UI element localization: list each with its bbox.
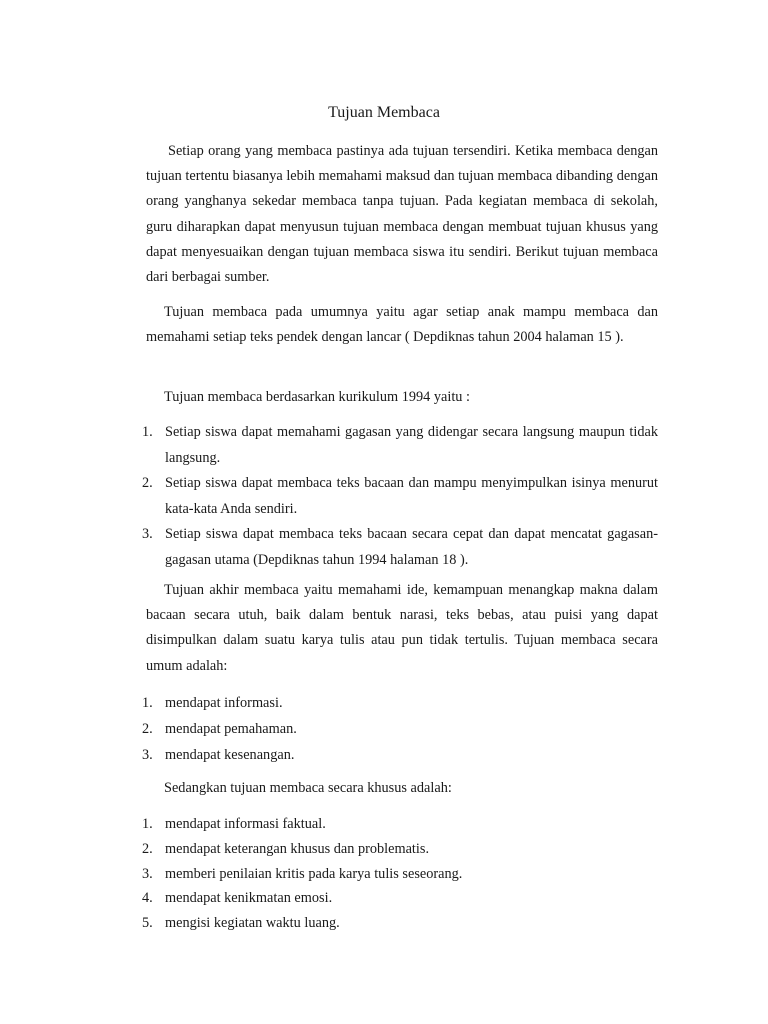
list-item-text: Setiap siswa dapat membaca teks bacaan secara cepat dan dapat mencatat gagasan-gagasan utama (Depdiknas tahun 1994 halaman 18 ). — [165, 526, 658, 568]
list-item-number: 2. — [142, 840, 153, 857]
list-item-text: Setiap siswa dapat membaca teks bacaan dan mampu menyimpulkan isinya menurut kata-kata Anda sendiri. — [165, 475, 658, 517]
list-item — [142, 812, 658, 837]
list-item-number: 2. — [142, 475, 153, 491]
list-item — [142, 420, 658, 471]
list-item-text: mendapat informasi. — [165, 695, 283, 711]
paragraph-intro: Setiap orang yang membaca pastinya ada tujuan tersendiri. Ketika membaca dengan tujuan tertentu biasanya lebih memahami maksud dan tujuan membaca dibanding dengan orang yanghanya sekedar membaca tanpa tujuan. Pada kegiatan membaca di sekolah, guru diharapkan dapat menyusun tujuan membaca dengan membuat tujuan khusus yang dapat menyesuaikan dengan tujuan membaca siswa itu sendiri. Berikut tujuan membaca dari berbagai sumber. — [146, 143, 658, 286]
paragraph-kurikulum-intro: Tujuan membaca berdasarkan kurikulum 1994 yaitu : — [164, 389, 470, 405]
list-item-number: 1. — [142, 695, 153, 711]
list-item-number: 2. — [142, 721, 153, 737]
paragraph-tujuan-khusus-intro: Sedangkan tujuan membaca secara khusus adalah: — [164, 780, 452, 796]
list-item-text: mendapat kenikmatan emosi. — [165, 890, 333, 907]
list-item — [142, 742, 658, 768]
list-kurikulum — [142, 420, 658, 573]
list-item-text: mendapat pemahaman. — [165, 721, 297, 737]
document-title: Tujuan Membaca — [328, 104, 440, 121]
list-item-number: 3. — [142, 865, 153, 882]
list-item — [142, 522, 658, 573]
paragraph-tujuan-umum: Tujuan membaca pada umumnya yaitu agar setiap anak mampu membaca dan memahami setiap teks pendek dengan lancar ( Depdiknas tahun 2004 halaman 15 ). — [146, 304, 658, 346]
list-item — [142, 886, 658, 911]
list-item-text: mendapat informasi faktual. — [165, 816, 326, 832]
list-item-number: 5. — [142, 915, 153, 932]
list-item-number: 3. — [142, 747, 153, 763]
list-item-text: Setiap siswa dapat memahami gagasan yang didengar secara langsung maupun tidak langsung. — [165, 424, 658, 466]
list-item-text: mengisi kegiatan waktu luang. — [165, 915, 340, 932]
list-item — [142, 837, 658, 862]
list-tujuan-khusus — [142, 812, 658, 936]
list-item — [142, 862, 658, 887]
list-item-text: memberi penilaian kritis pada karya tulis seseorang. — [165, 865, 463, 882]
list-item-number: 1. — [142, 816, 153, 832]
list-item — [142, 716, 658, 742]
list-item — [142, 690, 658, 716]
list-item-text: mendapat keterangan khusus dan problematis. — [165, 840, 430, 857]
paragraph-tujuan-akhir: Tujuan akhir membaca yaitu memahami ide, kemampuan menangkap makna dalam bacaan secara utuh, baik dalam bentuk narasi, teks bebas, atau puisi yang dapat disimpulkan dalam suatu karya tulis atau pun tidak tertulis. Tujuan membaca secara umum adalah: — [146, 582, 658, 674]
list-item-number: 3. — [142, 526, 153, 542]
list-item-number: 1. — [142, 424, 153, 440]
list-tujuan-umum — [142, 690, 658, 768]
list-item-text: mendapat kesenangan. — [165, 747, 295, 763]
list-item — [142, 471, 658, 522]
list-item — [142, 911, 658, 936]
list-item-number: 4. — [142, 890, 153, 907]
